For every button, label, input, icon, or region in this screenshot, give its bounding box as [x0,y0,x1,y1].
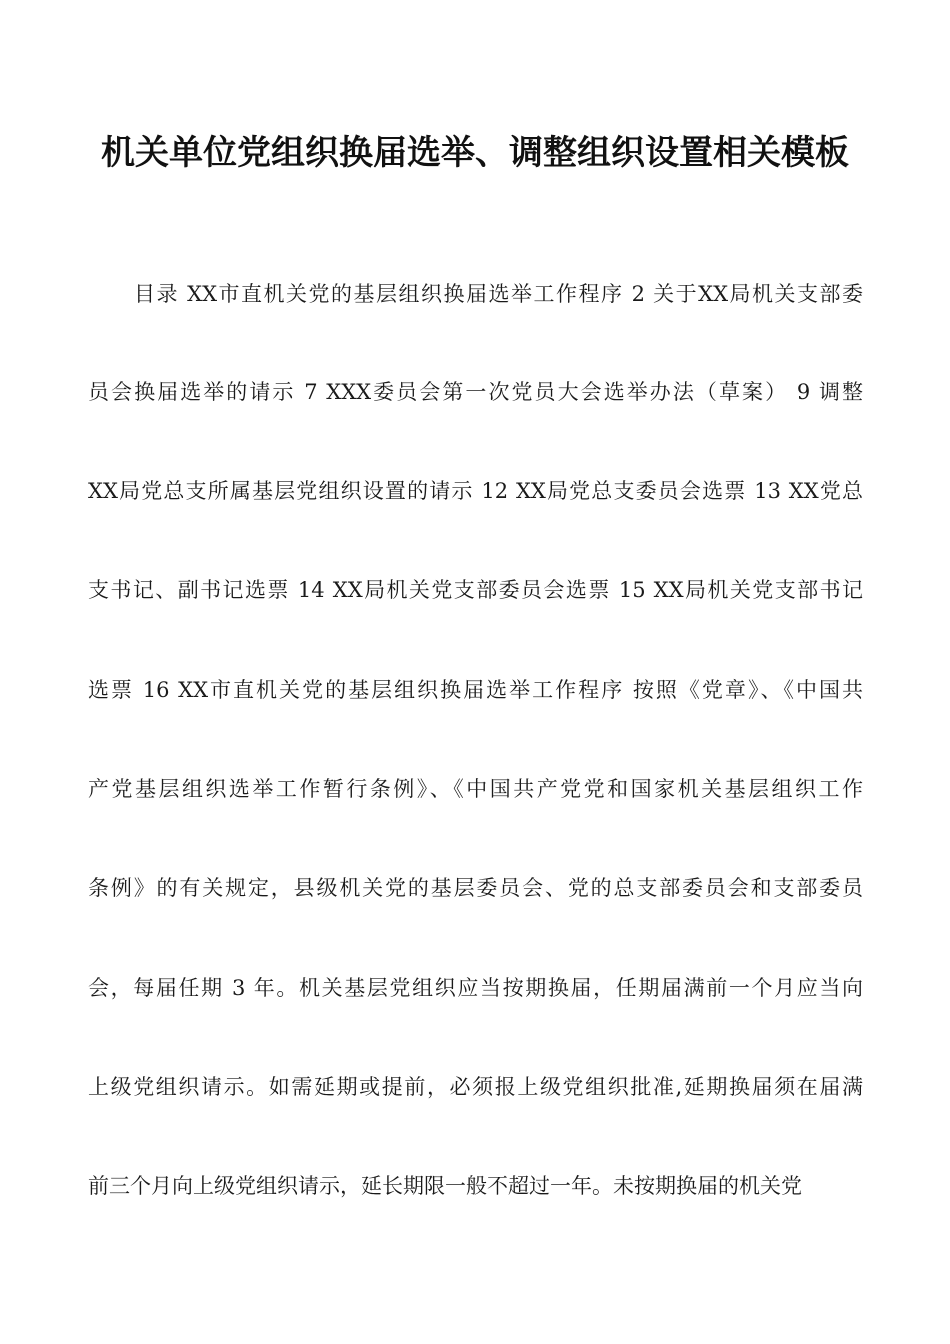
document-title: 机关单位党组织换届选举、调整组织设置相关模板 [101,133,849,173]
body-line-10: 前三个月向上级党组织请示，延长期限一般不超过一年。未按期换届的机关党 [88,1174,802,1198]
body-line-5: 选票 16 XX市直机关党的基层组织换届选举工作程序 按照《党章》、《中国共 [88,678,863,702]
body-line-3: XX局党总支所属基层党组织设置的请示 12 XX局党总支委员会选票 13 XX党总 [88,479,863,503]
body-line-9: 上级党组织请示。如需延期或提前，必须报上级党组织批准,延期换届须在届满 [88,1075,863,1099]
body-line-1: 目录 XX市直机关党的基层组织换届选举工作程序 2 关于XX局机关支部委 [134,282,863,306]
body-line-7: 条例》的有关规定，县级机关党的基层委员会、党的总支部委员会和支部委员 [88,876,863,900]
body-line-2: 员会换届选举的请示 7 XXX委员会第一次党员大会选举办法（草案） 9 调整 [88,380,863,404]
body-line-6: 产党基层组织选举工作暂行条例》、《中国共产党党和国家机关基层组织工作 [88,777,863,801]
body-line-8: 会，每届任期 3 年。机关基层党组织应当按期换届，任期届满前一个月应当向 [88,976,863,1000]
body-line-4: 支书记、副书记选票 14 XX局机关党支部委员会选票 15 XX局机关党支部书记 [88,578,863,602]
